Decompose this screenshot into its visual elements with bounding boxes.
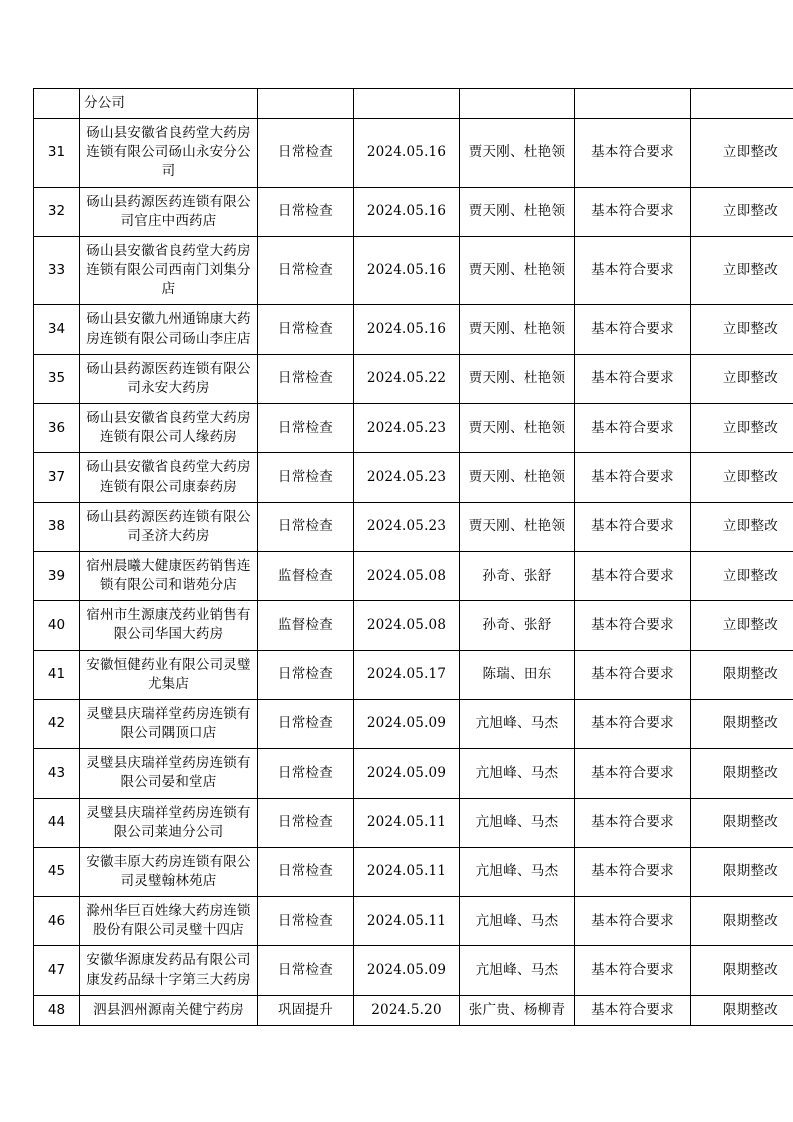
cell-company-name: 砀山县安徽九州通锦康大药房连锁有限公司砀山李庄店 xyxy=(80,305,258,354)
cell-action: 限期整改 xyxy=(691,749,793,798)
cell-inspector: 孙奇、张舒 xyxy=(460,551,575,600)
cell-index: 39 xyxy=(34,551,80,600)
cell-company-name: 泗县泗州源南关健宁药房 xyxy=(80,995,258,1025)
table-row xyxy=(34,236,793,304)
cell-inspector: 贾天刚、杜艳领 xyxy=(460,187,575,236)
cell-inspection-date: 2024.05.23 xyxy=(354,453,460,502)
cell-inspector: 贾天刚、杜艳领 xyxy=(460,305,575,354)
cell-result: 基本符合要求 xyxy=(575,502,691,551)
cell-index: 42 xyxy=(34,699,80,748)
cell-action: 限期整改 xyxy=(691,946,793,995)
cell-action: 限期整改 xyxy=(691,650,793,699)
cell-inspection-date: 2024.05.09 xyxy=(354,749,460,798)
cell-action: 立即整改 xyxy=(691,404,793,453)
cell-inspection-type: 日常检查 xyxy=(258,305,354,354)
table-row xyxy=(34,601,793,650)
cell-inspector: 贾天刚、杜艳领 xyxy=(460,453,575,502)
cell-inspector: 贾天刚、杜艳领 xyxy=(460,354,575,403)
cell-result: 基本符合要求 xyxy=(575,897,691,946)
table-row xyxy=(34,897,793,946)
table-row xyxy=(34,187,793,236)
cell-company-name: 安徽恒健药业有限公司灵璧尤集店 xyxy=(80,650,258,699)
cell-inspection-date: 2024.05.23 xyxy=(354,502,460,551)
cell-result: 基本符合要求 xyxy=(575,946,691,995)
cell-index: 31 xyxy=(34,119,80,187)
cell-company-name: 宿州市生源康茂药业销售有限公司华国大药房 xyxy=(80,601,258,650)
cell-index xyxy=(34,89,80,119)
cell-inspection-date: 2024.05.09 xyxy=(354,699,460,748)
table-row xyxy=(34,453,793,502)
cell-company-name: 安徽华源康发药品有限公司康发药品绿十字第三大药房 xyxy=(80,946,258,995)
cell-inspection-date: 2024.05.16 xyxy=(354,187,460,236)
cell-inspection-type: 日常检查 xyxy=(258,798,354,847)
cell-inspector xyxy=(460,89,575,119)
table-row xyxy=(34,305,793,354)
cell-action: 立即整改 xyxy=(691,502,793,551)
cell-company-name: 砀山县药源医药连锁有限公司永安大药房 xyxy=(80,354,258,403)
cell-inspector: 贾天刚、杜艳领 xyxy=(460,236,575,304)
cell-inspection-type: 日常检查 xyxy=(258,236,354,304)
cell-inspector: 亢旭峰、马杰 xyxy=(460,946,575,995)
table-row xyxy=(34,89,793,119)
cell-index: 38 xyxy=(34,502,80,551)
cell-result: 基本符合要求 xyxy=(575,551,691,600)
cell-inspector: 贾天刚、杜艳领 xyxy=(460,119,575,187)
cell-inspection-date: 2024.5.20 xyxy=(354,995,460,1025)
cell-result: 基本符合要求 xyxy=(575,236,691,304)
table-row xyxy=(34,502,793,551)
cell-inspection-date: 2024.05.16 xyxy=(354,305,460,354)
cell-company-name: 灵璧县庆瑞祥堂药房连锁有限公司隅顶口店 xyxy=(80,699,258,748)
cell-inspection-date: 2024.05.22 xyxy=(354,354,460,403)
cell-result: 基本符合要求 xyxy=(575,305,691,354)
cell-index: 35 xyxy=(34,354,80,403)
cell-inspection-date: 2024.05.16 xyxy=(354,119,460,187)
cell-index: 37 xyxy=(34,453,80,502)
cell-index: 32 xyxy=(34,187,80,236)
cell-inspector: 亢旭峰、马杰 xyxy=(460,749,575,798)
cell-result: 基本符合要求 xyxy=(575,847,691,896)
cell-inspection-type: 监督检查 xyxy=(258,601,354,650)
cell-inspector: 孙奇、张舒 xyxy=(460,601,575,650)
cell-index: 34 xyxy=(34,305,80,354)
cell-inspection-date xyxy=(354,89,460,119)
cell-inspection-type: 日常检查 xyxy=(258,897,354,946)
cell-inspection-type xyxy=(258,89,354,119)
cell-inspection-type: 日常检查 xyxy=(258,187,354,236)
cell-company-name: 砀山县安徽省良药堂大药房连锁有限公司人缘药房 xyxy=(80,404,258,453)
cell-inspection-date: 2024.05.17 xyxy=(354,650,460,699)
table-row xyxy=(34,946,793,995)
cell-company-name: 灵璧县庆瑞祥堂药房连锁有限公司莱迪分公司 xyxy=(80,798,258,847)
table-row xyxy=(34,847,793,896)
table-row xyxy=(34,650,793,699)
cell-inspection-type: 日常检查 xyxy=(258,404,354,453)
cell-action: 立即整改 xyxy=(691,354,793,403)
cell-company-name: 分公司 xyxy=(80,89,258,119)
cell-index: 46 xyxy=(34,897,80,946)
cell-action: 限期整改 xyxy=(691,995,793,1025)
cell-inspection-type: 日常检查 xyxy=(258,354,354,403)
cell-inspection-type: 日常检查 xyxy=(258,699,354,748)
cell-inspection-type: 巩固提升 xyxy=(258,995,354,1025)
table-row xyxy=(34,551,793,600)
cell-index: 33 xyxy=(34,236,80,304)
cell-inspection-type: 日常检查 xyxy=(258,749,354,798)
cell-index: 45 xyxy=(34,847,80,896)
table-row xyxy=(34,995,793,1025)
cell-inspection-type: 日常检查 xyxy=(258,847,354,896)
table-row xyxy=(34,404,793,453)
cell-company-name: 砀山县安徽省良药堂大药房连锁有限公司康泰药房 xyxy=(80,453,258,502)
cell-inspection-type: 日常检查 xyxy=(258,453,354,502)
cell-company-name: 安徽丰原大药房连锁有限公司灵璧翰林苑店 xyxy=(80,847,258,896)
cell-inspection-date: 2024.05.16 xyxy=(354,236,460,304)
cell-action: 立即整改 xyxy=(691,236,793,304)
cell-action: 限期整改 xyxy=(691,798,793,847)
cell-inspector: 亢旭峰、马杰 xyxy=(460,847,575,896)
table-row xyxy=(34,749,793,798)
cell-inspection-date: 2024.05.09 xyxy=(354,946,460,995)
cell-inspector: 贾天刚、杜艳领 xyxy=(460,502,575,551)
cell-inspector: 贾天刚、杜艳领 xyxy=(460,404,575,453)
cell-result: 基本符合要求 xyxy=(575,995,691,1025)
cell-index: 43 xyxy=(34,749,80,798)
cell-inspection-type: 日常检查 xyxy=(258,502,354,551)
cell-inspection-date: 2024.05.11 xyxy=(354,847,460,896)
cell-inspector: 陈瑞、田东 xyxy=(460,650,575,699)
cell-index: 41 xyxy=(34,650,80,699)
inspection-table xyxy=(33,88,793,1026)
cell-index: 44 xyxy=(34,798,80,847)
cell-result: 基本符合要求 xyxy=(575,699,691,748)
cell-index: 36 xyxy=(34,404,80,453)
cell-action: 立即整改 xyxy=(691,601,793,650)
cell-company-name: 砀山县安徽省良药堂大药房连锁有限公司砀山永安分公司 xyxy=(80,119,258,187)
cell-inspection-date: 2024.05.23 xyxy=(354,404,460,453)
table-body xyxy=(34,89,793,1026)
cell-inspector: 亢旭峰、马杰 xyxy=(460,798,575,847)
table-row xyxy=(34,119,793,187)
cell-action: 立即整改 xyxy=(691,453,793,502)
cell-action: 限期整改 xyxy=(691,699,793,748)
cell-result: 基本符合要求 xyxy=(575,404,691,453)
cell-result: 基本符合要求 xyxy=(575,601,691,650)
cell-company-name: 灵璧县庆瑞祥堂药房连锁有限公司晏和堂店 xyxy=(80,749,258,798)
cell-inspection-type: 日常检查 xyxy=(258,119,354,187)
cell-result: 基本符合要求 xyxy=(575,453,691,502)
cell-inspector: 亢旭峰、马杰 xyxy=(460,699,575,748)
cell-action: 限期整改 xyxy=(691,897,793,946)
cell-result: 基本符合要求 xyxy=(575,798,691,847)
cell-inspection-type: 监督检查 xyxy=(258,551,354,600)
cell-result: 基本符合要求 xyxy=(575,650,691,699)
cell-company-name: 滁州华巨百姓缘大药房连锁股份有限公司灵璧十四店 xyxy=(80,897,258,946)
cell-inspection-date: 2024.05.11 xyxy=(354,897,460,946)
cell-index: 40 xyxy=(34,601,80,650)
cell-inspection-type: 日常检查 xyxy=(258,946,354,995)
cell-inspection-date: 2024.05.08 xyxy=(354,601,460,650)
table-row xyxy=(34,354,793,403)
cell-inspection-date: 2024.05.08 xyxy=(354,551,460,600)
cell-company-name: 砀山县药源医药连锁有限公司圣济大药房 xyxy=(80,502,258,551)
cell-result: 基本符合要求 xyxy=(575,749,691,798)
cell-result: 基本符合要求 xyxy=(575,354,691,403)
cell-company-name: 宿州晨曦大健康医药销售连锁有限公司和谐苑分店 xyxy=(80,551,258,600)
cell-inspector: 亢旭峰、马杰 xyxy=(460,897,575,946)
cell-action xyxy=(691,89,793,119)
cell-company-name: 砀山县安徽省良药堂大药房连锁有限公司西南门刘集分店 xyxy=(80,236,258,304)
cell-inspector: 张广贵、杨柳青 xyxy=(460,995,575,1025)
cell-action: 立即整改 xyxy=(691,119,793,187)
cell-inspection-date: 2024.05.11 xyxy=(354,798,460,847)
cell-result: 基本符合要求 xyxy=(575,119,691,187)
cell-company-name: 砀山县药源医药连锁有限公司官庄中西药店 xyxy=(80,187,258,236)
cell-result xyxy=(575,89,691,119)
cell-action: 立即整改 xyxy=(691,305,793,354)
cell-action: 立即整改 xyxy=(691,187,793,236)
cell-action: 立即整改 xyxy=(691,551,793,600)
cell-action: 限期整改 xyxy=(691,847,793,896)
cell-inspection-type: 日常检查 xyxy=(258,650,354,699)
table-row xyxy=(34,798,793,847)
table-row xyxy=(34,699,793,748)
cell-index: 48 xyxy=(34,995,80,1025)
cell-result: 基本符合要求 xyxy=(575,187,691,236)
cell-index: 47 xyxy=(34,946,80,995)
